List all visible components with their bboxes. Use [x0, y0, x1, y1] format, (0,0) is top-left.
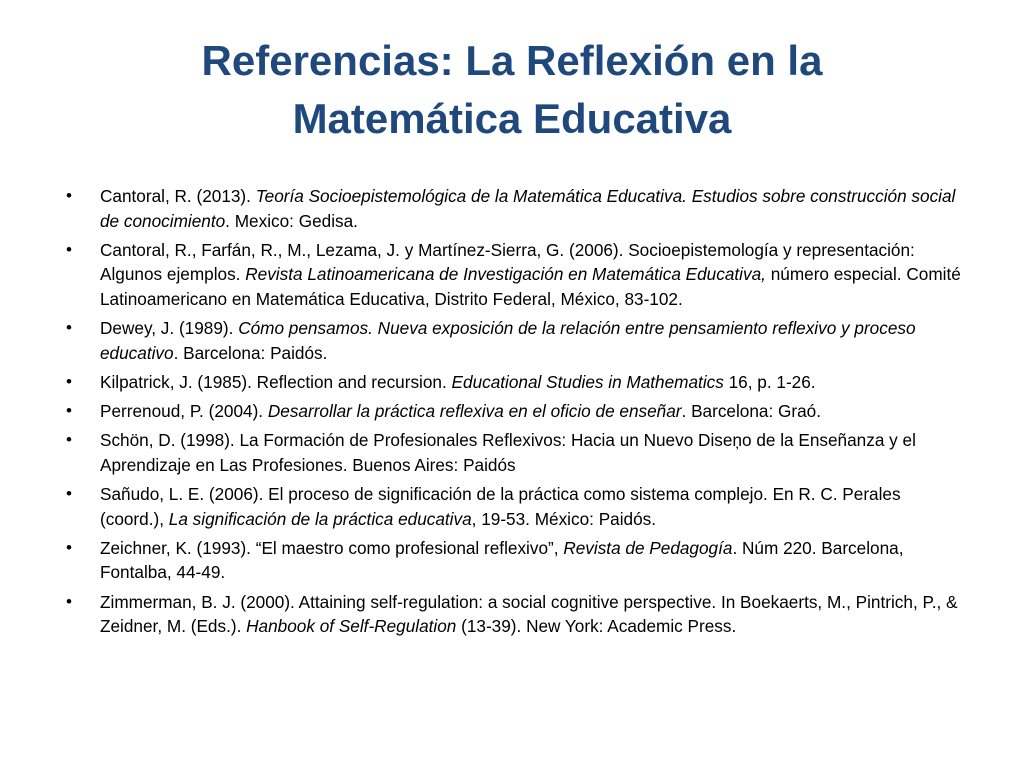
reference-segment: Cantoral, R., Farfán, R., M., Lezama, J. y Martínez-Sierra, G. (2006). Socioepistemología y representación: Algunos ejemplos. [100, 239, 915, 285]
slide-title-line-1: Referencias: La Reflexión en la [201, 37, 823, 84]
slide-title-line-2: Matemática Educativa [292, 95, 732, 142]
reference-segment: . Mexico: Gedisa. [225, 210, 358, 231]
reference-segment: . Núm 220. Barcelona, Fontalba, 44-49. [100, 537, 904, 583]
reference-item [62, 482, 966, 531]
reference-item [62, 536, 966, 585]
reference-segment: . Barcelona: Graó. [681, 401, 822, 422]
reference-text [100, 484, 901, 529]
reference-italic-segment: Revista Latinoamericana de Investigación en Matemática Educativa, [245, 264, 766, 285]
reference-text [100, 538, 903, 583]
reference-segment: (13-39). New York: Academic Press. [456, 616, 737, 637]
reference-item [62, 238, 966, 312]
reference-text [100, 592, 958, 637]
bullet-icon: • [66, 371, 72, 391]
reference-italic-segment: La significación de la práctica educativa [168, 508, 472, 529]
bullet-icon: • [66, 591, 72, 611]
reference-segment: Schön, D. (1998). La Formación de Profesionales Reflexivos: Hacia un Nuevo Diseņo de la Enseñanza y el Aprendizaje en Las Profesiones. Buenos Aires: Paidós [100, 430, 916, 475]
reference-text [100, 318, 916, 363]
reference-text [100, 430, 916, 475]
reference-segment: , 19-53. México: Paidós. [471, 508, 657, 529]
reference-segment: Zimmerman, B. J. (2000). Attaining self-regulation: a social cognitive perspective. In Boekaerts, M., Pintrich, P., & Zeidner, M. (Eds.). [100, 591, 958, 637]
bullet-icon: • [66, 186, 72, 205]
reference-italic-segment: Revista de Pedagogía [563, 537, 733, 558]
reference-segment: . Barcelona: Paidós. [173, 342, 328, 363]
reference-item [62, 184, 966, 233]
reference-segment: Dewey, J. (1989). [100, 318, 239, 339]
slide-title [90, 32, 934, 148]
bullet-icon: • [66, 484, 72, 504]
reference-item [62, 428, 966, 477]
bullet-icon: • [66, 537, 72, 557]
reference-item [62, 316, 966, 365]
reference-italic-segment: Desarrollar la práctica reflexiva en el oficio de enseñar [267, 401, 682, 422]
bullet-icon: • [66, 430, 72, 450]
bullet-icon: • [66, 401, 72, 421]
reference-segment: Kilpatrick, J. (1985). Reflection and recursion. [100, 371, 452, 392]
reference-segment: 16, p. 1-26. [723, 371, 816, 392]
reference-italic-segment: Hanbook of Self-Regulation [246, 616, 457, 637]
reference-text [100, 372, 816, 392]
reference-item [62, 590, 966, 639]
reference-segment: Sañudo, L. E. (2006). El proceso de significación de la práctica como sistema complejo. En R. C. Perales (coord.), [100, 484, 901, 529]
reference-item [62, 399, 966, 424]
bullet-icon: • [66, 239, 72, 259]
reference-italic-segment: Cómo pensamos. Nueva exposición de la relación entre pensamiento reflexivo y proceso educativo [100, 318, 916, 363]
reference-segment: Zeichner, K. (1993). “El maestro como profesional reflexivo”, [100, 537, 564, 558]
reference-segment: número especial. Comité Latinoamericano en Matemática Educativa, Distrito Federal, México, 83-102. [100, 264, 961, 309]
references-list [62, 184, 966, 643]
reference-text [100, 401, 821, 421]
reference-segment: Perrenoud, P. (2004). [100, 401, 268, 422]
reference-italic-segment: Educational Studies in Mathematics [451, 371, 724, 392]
bullet-icon: • [66, 318, 72, 338]
reference-italic-segment: Teoría Socioepistemológica de la Matemática Educativa. Estudios sobre construcción social de conocimiento [100, 186, 956, 231]
reference-text [100, 186, 955, 231]
reference-item [62, 370, 966, 395]
reference-segment: Cantoral, R. (2013). [100, 186, 256, 206]
reference-text [100, 240, 961, 309]
